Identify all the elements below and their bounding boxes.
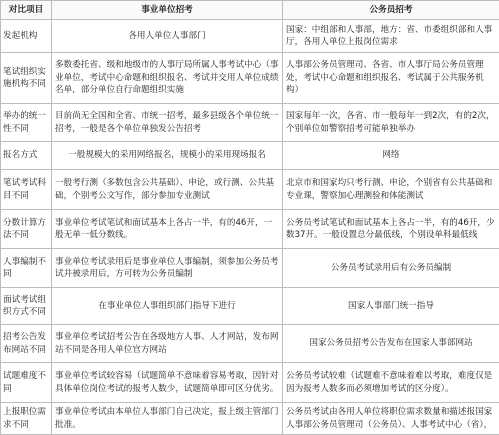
public-institution-cell: 目前尚无全国和全省、市统一招考，最多县级各个单位统一招考，一般是各个单位单独发公告招考 — [52, 104, 283, 142]
table-row — [1, 403, 499, 435]
public-institution-cell: 事业单位考试笔试和面试基本上各占一半，有的46开，一般无单一低分数线。 — [52, 210, 283, 249]
public-institution-cell: 在事业单位人事组织部门指导下进行 — [52, 288, 283, 325]
row-label: 人事编制不同 — [1, 249, 52, 288]
civil-servant-cell: 公务员考试录用后有公务员编制 — [283, 249, 499, 288]
civil-servant-cell: 人事部公务员管理司、各省、市人事厅局公务员管理处，考试中心命题和组织报名、考试属于公共服务机构） — [283, 53, 499, 104]
table-row — [1, 170, 499, 210]
civil-servant-cell: 国家公务员招考公告发布在国家人事部网站 — [283, 325, 499, 363]
row-label: 报名方式 — [1, 142, 52, 170]
row-label: 笔试组织实施机构不同 — [1, 53, 52, 104]
civil-servant-cell: 国家：中组部和人事部，地方：省、市委组织部和人事厅，各用人单位上报岗位需求 — [283, 20, 499, 53]
civil-servant-cell: 公务员考试由各用人单位将职位需求数量和描述报国家人事部公务员管理司（公务员）、人事考试中心（省）， — [283, 403, 499, 435]
public-institution-cell: 事业单位考试由本单位人事部门自己决定，报上级主管部门批准。 — [52, 403, 283, 435]
table-row — [1, 20, 499, 53]
public-institution-cell: 事业单位考试录用后是事业单位人事编制，须参加公务员考试并被录用后，方可转为公务员编制 — [52, 249, 283, 288]
row-label: 试题难度不同 — [1, 363, 52, 403]
public-institution-cell: 多数委托省、级和地级市的人事厅局所属人事考试中心（事业单位，考试中心命题和组织报名、考试并交用人单位成绩名单，部分单位自行命题组织实施 — [52, 53, 283, 104]
public-institution-cell: 事业单位考试招考公告在各级地方人事、人才网站，发布网站不同是各用人单位官方网站 — [52, 325, 283, 363]
header-civil-servant: 公务员招考 — [283, 1, 499, 20]
civil-servant-cell: 公务员考试笔试和面试基本上各占一半，有的46开，少数37开。一般设置总分最低线，个别设单科最低线 — [283, 210, 499, 249]
row-label: 发起机构 — [1, 20, 52, 53]
row-label: 举办的统一性不同 — [1, 104, 52, 142]
table-row — [1, 53, 499, 104]
table-row — [1, 104, 499, 142]
public-institution-cell: 各用人单位人事部门 — [52, 20, 283, 53]
civil-servant-cell: 北京市和国家均只考行测、申论，个别省有公共基础和专业课，警察加心理测验和体能测试 — [283, 170, 499, 210]
table-row — [1, 325, 499, 363]
civil-servant-cell: 国家人事部门统一指导 — [283, 288, 499, 325]
row-label: 笔试考试科目不同 — [1, 170, 52, 210]
civil-servant-cell: 公务员考试较难（试题难不意味着难以考取，难度仅是因为报考人数多而必须增加考试的区分度）。 — [283, 363, 499, 403]
civil-servant-cell: 网络 — [283, 142, 499, 170]
header-public-institution: 事业单位招考 — [52, 1, 283, 20]
table-row — [1, 210, 499, 249]
row-label: 分数计算方法不同 — [1, 210, 52, 249]
header-item: 对比项目 — [1, 1, 52, 20]
table-row — [1, 363, 499, 403]
table-row — [1, 288, 499, 325]
public-institution-cell: 一般规模大的采用网络报名，规模小的采用现场报名 — [52, 142, 283, 170]
public-institution-cell: 一般考行测（多数包含公共基础）、申论，或行测、公共基础，个别考公文写作，部分参加专业测试 — [52, 170, 283, 210]
row-label: 招考公告发布网站不同 — [1, 325, 52, 363]
header-row — [1, 1, 499, 20]
public-institution-cell: 事业单位考试较容易（试题简单不意味着容易考取，因针对具体单位岗位考试的报考人数少，试题简单即可区分优劣。 — [52, 363, 283, 403]
row-label: 上报职位需求不同 — [1, 403, 52, 435]
table-row — [1, 142, 499, 170]
civil-servant-cell: 国家每年一次，各省、市一般每年一到2次，有的2次，个别单位如警察招考可能单独举办 — [283, 104, 499, 142]
table-row — [1, 249, 499, 288]
row-label: 面试考试组织方式不同 — [1, 288, 52, 325]
